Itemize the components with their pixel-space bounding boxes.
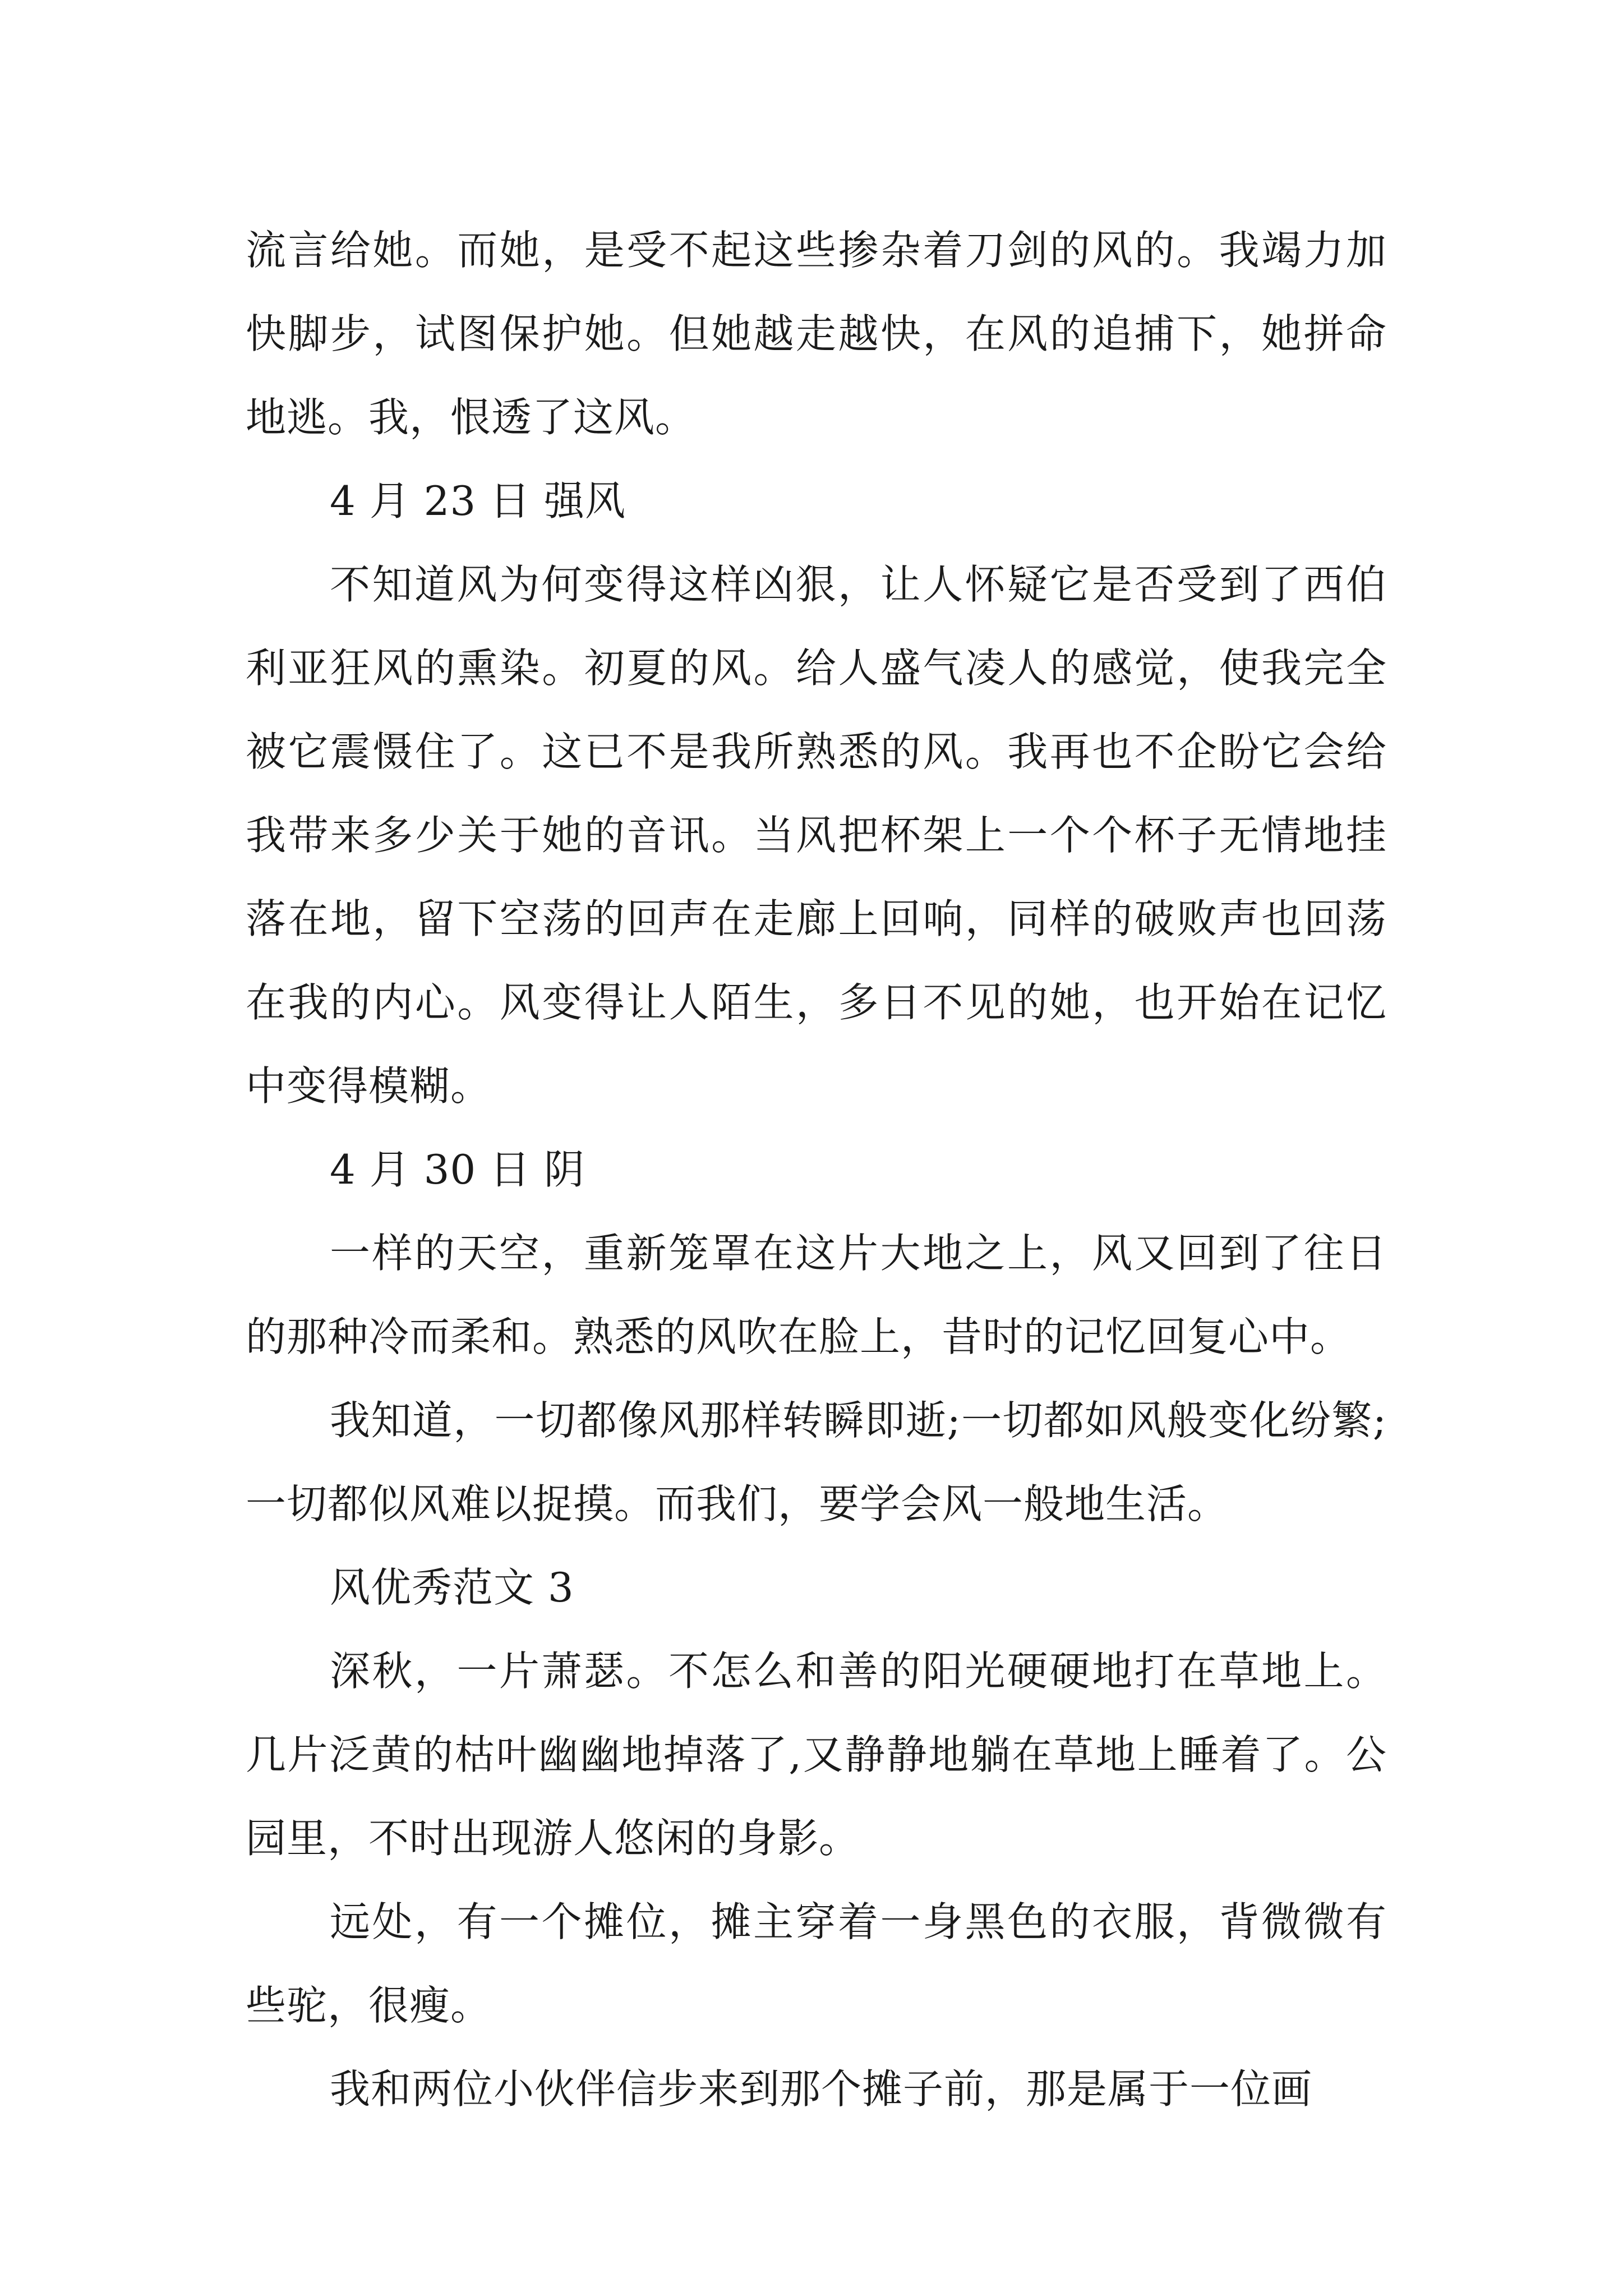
diary-date-heading: 4 月 23 日 强风 — [330, 477, 626, 524]
paragraph: 我和两位小伙伴信步来到那个摊子前，那是属于一位画 — [330, 2065, 1313, 2113]
paragraph-continued: 流言给她。而她，是受不起这些掺杂着刀剑的风的。我竭力加快脚步，试图保护她。但她越走越快，在风的追捕下，她拼命地逃。我，恨透了这风。 — [246, 227, 1387, 441]
paragraph: 深秋，一片萧瑟。不怎么和善的阳光硬硬地打在草地上。几片泛黄的枯叶幽幽地掉落了,又静静地躺在草地上睡着了。公园里，不时出现游人悠闲的身影。 — [246, 1648, 1387, 1862]
paragraph: 远处，有一个摊位，摊主穿着一身黑色的衣服，背微微有些驼，很瘦。 — [246, 1898, 1387, 2029]
paragraph: 一样的天空，重新笼罩在这片大地之上，风又回到了往日的那种冷而柔和。熟悉的风吹在脸上，昔时的记忆回复心中。 — [246, 1230, 1387, 1360]
section-title: 风优秀范文 3 — [330, 1564, 574, 1611]
document-body — [246, 209, 1387, 2131]
paragraph: 不知道风为何变得这样凶狠，让人怀疑它是否受到了西伯利亚狂风的熏染。初夏的风。给人盛气凌人的感觉，使我完全被它震慑住了。这已不是我所熟悉的风。我再也不企盼它会给我带来多少关于她的音讯。当风把杯架上一个个杯子无情地挂落在地，留下空荡的回声在走廊上回响，同样的破败声也回荡在我的内心。风变得让人陌生，多日不见的她，也开始在记忆中变得模糊。 — [246, 561, 1387, 1110]
paragraph: 我知道，一切都像风那样转瞬即逝;一切都如风般变化纷繁;一切都似风难以捉摸。而我们，要学会风一般地生活。 — [246, 1397, 1387, 1527]
diary-date-heading: 4 月 30 日 阴 — [330, 1146, 585, 1193]
